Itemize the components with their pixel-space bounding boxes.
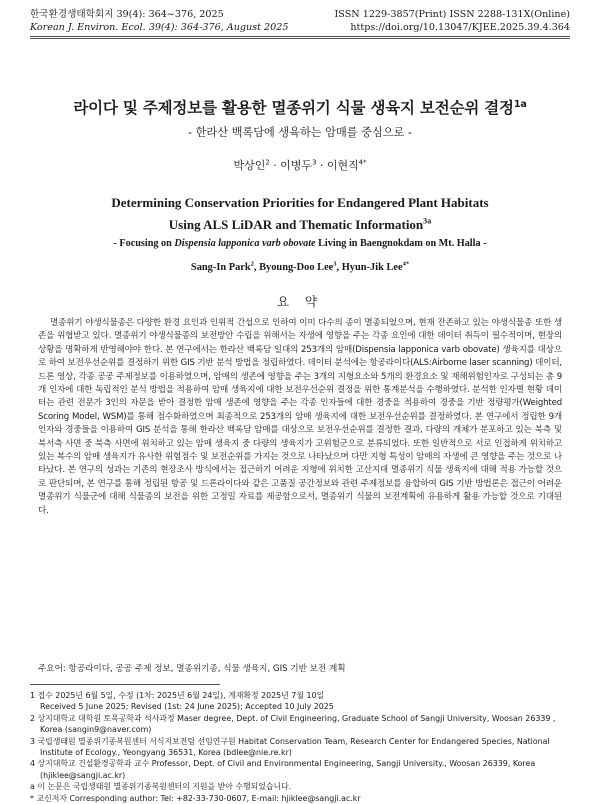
footnote-text: 교신저자 Corresponding author: Tel: +82-33-730-0607, E-mail: hjiklee@sangji.ac.kr [36,793,361,803]
footnote-mark: 4 [30,759,36,769]
abstract-heading: 요 약 [276,294,324,309]
author-en-1-sup: 2 [250,260,254,268]
author-ko-2-sup: 3 [312,158,317,167]
author-en-2: Byoung-Doo Lee [259,262,334,273]
author-separator: · [316,159,327,172]
authors-en: Sang-In Park$^2$, Byoung-Doo Lee$^3$, Hyun-Jik Lee$^{4*}$ [190,260,410,273]
footnote-3 [30,736,570,759]
author-ko-3: 이현직 [326,159,359,172]
title-en-sup: 3a [423,216,432,226]
keywords: 주요어: 항공라이다, 공공 주제 정보, 멸종위기종, 식물 생육지, GIS 기반 보전 계획 [38,664,346,674]
authors-ko [30,157,570,173]
journal-name-en: Korean J. Environ. Ecol. 39(4): 364-376, August 2025 [30,22,289,33]
footnote-5 [30,781,570,792]
subtitle-en-suffix: Living in Baengnokdam on Mt. Halla - [315,238,487,249]
footnote-text: 접수 2025년 6월 5일, 수정 (1차: 2025년 6월 24일), 게재확정 2025년 7월 10일 [37,691,325,700]
footnote-mark: 1 [30,691,36,700]
author-en-3: Hyun-Jik Lee [341,262,403,273]
subtitle-ko: - 한라산 백록담에 생육하는 암매를 중심으로 - [188,126,412,139]
footnote-mark: a [30,782,35,792]
title-ko-text: 라이다 및 주제정보를 활용한 멸종위기 식물 생육지 보전순위 결정 [73,99,514,117]
title-ko-sup: 1a [513,98,527,110]
journal-header-left [30,8,288,34]
header-rule-double [30,38,570,39]
footnote-2 [30,713,570,736]
footnote-text-en: Received 5 June 2025; Revised (1st: 24 June 2025); Accepted 10 July 2025 [40,702,334,712]
title-ko [30,96,570,118]
title-en [30,192,570,236]
footnote-mark: 2 [30,713,36,723]
subtitle-en-prefix: - Focusing on [113,238,175,249]
footnote-text: 이 논문은 국립생태원 멸종위기종복원센터의 지원을 받아 수행되었습니다. [37,782,292,792]
footnote-4 [30,758,570,781]
journal-header-right [335,8,571,34]
journal-name-ko: 한국환경생태학회지 39(4): 364~376, 2025 [30,9,224,20]
footnote-rule [30,684,220,685]
author-en-2-sup: 3 [333,260,337,268]
author-separator: · [269,159,281,172]
footnote-text: 상지대학교 건설환경공학과 교수 Professor, Dept. of Civil and Environmental Engineering, Sangji University., Woosan 26339, Korea (hjiklee@sangji.ac.kr) [37,759,536,780]
doi-link[interactable]: https://doi.org/10.13047/KJEE.2025.39.4.364 [350,22,570,33]
footnote-text: 상지대학교 대학원 토목공학과 석사과정 Maser degree, Dept. of Civil Engineering, Graduate School of Sangji University, Woosan 26339 , Korea (sangin9@naver.com) [37,713,556,735]
species-name: Dispensia lapponica varb obovate [174,238,316,249]
footnote-mark: * [30,793,34,803]
subtitle-en [30,238,570,249]
footnote-1 [30,690,570,713]
title-en-line2: Using ALS LiDAR and Thematic Information [168,217,424,232]
title-en-line1: Determining Conservation Priorities for Endangered Plant Habitats [111,195,489,210]
author-en-3-sup: 4* [402,260,410,268]
footnotes [30,690,570,804]
author-ko-1-sup: 2 [265,158,270,167]
author-ko-2: 이병두 [280,159,313,172]
footnote-text: 국립생태원 멸종위기종복원센터 서식지보전팀 선임연구원 Habitat Conservation Team, Research Center for Endangered Species, National Institute of Ecology., Yeongyang 36531, Korea (bdlee@nie.re.kr) [37,736,550,758]
header-rule [30,36,570,37]
author-en-1: Sang-In Park [190,262,251,273]
footnote-mark: 3 [30,736,36,746]
issn: ISSN 1229-3857(Print) ISSN 2288-131X(Online) [334,9,570,20]
abstract-body: 멸종위기 야생식물종은 다양한 환경 요인과 인위적 간섭으로 인하여 이미 다수의 종이 멸종되었으며, 현재 잔존하고 있는 야생식물종 또한 생존을 위협받고 있다. 멸종위기 야생식물종의 보전방안 수립을 위해서는 자생에 영향을 주는 각종 요인에 대한 데이터 취득이 필수적이며, 현장의 상황을 명확하게 반영해야야 한다. 본 연구에서는 한라산 백록담 일대의 253개의 암매(Dispensia lapponica varb obovate) 생육지를 대상으로 하여 보전우선순위를 결정하기 위한 GIS 기반 분석 방법을 정립하였다. 데이터 분석에는 항공라이다(ALS:Airborne laser scanning) 데이터, 드론 영상, 각종 공공 주제정보를 이용하였으며, 암매의 생존에 영향을 주는 3개의 지형요소와 5개의 환경요소 및 재해위험인자로 구성되는 총 9개 인자에 대한 독립적인 분석 방법을 적용하여 암매 생육지에 대한 보전우선순위 결정을 위한 통계분석을 수행하였다. 분석한 인자별 현황 데이터는 관련 전문가 3인의 자문을 받아 결정한 암매 생존에 영향을 주는 각종 인자들에 대한 경중을 적용하여 경중을 기반 정량평가(Weighted Scoring Model, WSM)를 통해 점수화하였으며 최종적으로 253개의 암매 생육지에 대한 보전우선순위를 결정하였다. 본 연구에서 정립한 9개 인자와 경중들을 이용하여 GIS 분석을 통해 한라산 백록담 암매를 대상으로 보전우선순위를 결정한 결과, 다량의 개체가 분포하고 있는 북측 및 북서측 사면 중 북측 사면에 위치하고 있는 암매 생육지 중 다량의 생육지가 고위험군으로 분류되었다. 또한 일반적으로 서로 인접하게 위치하고 있는 복수의 암매 생육지가 유사한 위험점수 및 보전순위를 가지는 것으로 나타났으며 다만 지형 특성이 암매의 자생에 큰 영향을 주는 것으로 나타났다. 본 연구의 성과는 기존의 현장조사 방식에서는 접근하기 어려운 지형에 위치한 고산지대 멸종위기 식물 생육지에 대해 적용 가능할 것으로 판단되며, 본 연구를 통해 정립된 항공 및 드론라이다와 같은 고품질 공간정보와 관련 주제정보를 융합하여 GIS 기반 방법론은 접근이 어려운 멸종위기 식물군에 대해 식물종의 보전을 위한 고정밀 자료를 제공함으로서, 멸종위기 식물의 보전계획에 유용하게 활용 가능할 것으로 기대된다. [38,318,562,516]
author-ko-3-sup: 4* [358,158,367,167]
author-ko-1: 박상인 [233,159,266,172]
footnote-6 [30,793,570,804]
